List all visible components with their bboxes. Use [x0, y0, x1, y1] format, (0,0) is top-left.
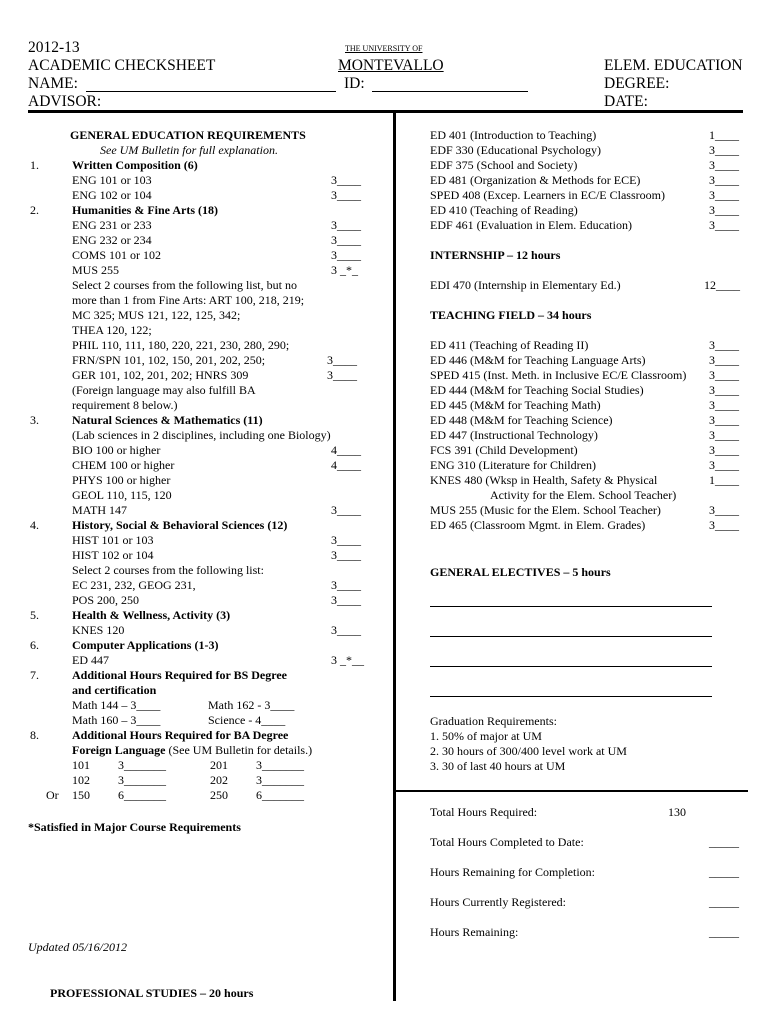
year: 2012-13 [28, 39, 80, 56]
course-line: (Lab sciences in 2 disciplines, including one Biology) [72, 428, 331, 442]
total-required-label: Total Hours Required: [430, 805, 538, 819]
teaching-course: ED 465 (Classroom Mgmt. in Elem. Grades) [430, 518, 646, 532]
professional-hours[interactable]: 1____ [709, 128, 739, 142]
teaching-course: ED 447 (Instructional Technology) [430, 428, 598, 442]
fl-course: 250 [210, 788, 228, 802]
totals-rule [396, 790, 748, 792]
elective-line-1[interactable] [430, 606, 712, 607]
teaching-hours[interactable]: 3____ [709, 353, 739, 367]
section-title: Written Composition (6) [72, 158, 198, 172]
name-label: NAME: [28, 75, 78, 92]
professional-course: SPED 408 (Excep. Learners in EC/E Classroom) [430, 188, 665, 202]
university-name: MONTEVALLO [338, 57, 444, 74]
professional-hours[interactable]: 3____ [709, 188, 739, 202]
remaining-label: Hours Remaining: [430, 925, 519, 939]
course-line: ENG 101 or 103 [72, 173, 152, 187]
graduation-title: Graduation Requirements: [430, 714, 557, 728]
course-line: BIO 100 or higher [72, 443, 161, 457]
remaining-completion-label: Hours Remaining for Completion: [430, 865, 595, 879]
graduation-item: 3. 30 of last 40 hours at UM [430, 759, 566, 773]
fl-hours[interactable]: 3_______ [118, 758, 166, 772]
advisor-label: ADVISOR: [28, 93, 102, 110]
elective-line-4[interactable] [430, 696, 712, 697]
professional-hours[interactable]: 3____ [709, 203, 739, 217]
checksheet-title: ACADEMIC CHECKSHEET [28, 57, 216, 74]
teaching-hours[interactable]: 3____ [709, 428, 739, 442]
professional-course: ED 481 (Organization & Methods for ECE) [430, 173, 641, 187]
fl-row [46, 788, 304, 803]
hours-blank[interactable]: 4____ [331, 443, 361, 457]
hours-blank[interactable]: 3 _*_ [331, 263, 358, 277]
course-line: PHIL 110, 111, 180, 220, 221, 230, 280, 290; [72, 338, 290, 352]
internship-course: EDI 470 (Internship in Elementary Ed.) [430, 278, 621, 292]
bulletin-note: (See UM Bulletin for details.) [165, 743, 313, 757]
science-line[interactable]: Science - 4____ [208, 713, 286, 727]
graduation-item: 1. 50% of major at UM [430, 729, 542, 743]
section-title: Additional Hours Required for BS Degree [72, 668, 288, 682]
remaining-field[interactable]: _____ [709, 925, 739, 939]
teaching-hours[interactable]: 3____ [709, 383, 739, 397]
elective-line-2[interactable] [430, 636, 712, 637]
updated-date: Updated 05/16/2012 [28, 940, 127, 954]
teaching-field-title: TEACHING FIELD – 34 hours [430, 308, 592, 322]
section-title: Computer Applications (1-3) [72, 638, 219, 652]
graduation-item: 2. 30 hours of 300/400 level work at UM [430, 744, 627, 758]
teaching-hours[interactable]: 3____ [709, 368, 739, 382]
course-line: HIST 101 or 103 [72, 533, 154, 547]
section-number: 2. [30, 203, 39, 217]
course-line: CHEM 100 or higher [72, 458, 175, 472]
hours-blank[interactable]: 3____ [327, 353, 357, 367]
completed-label: Total Hours Completed to Date: [430, 835, 584, 849]
name-field[interactable] [86, 91, 336, 92]
course-line: MC 325; MUS 121, 122, 125, 342; [72, 308, 241, 322]
degree-label: DEGREE: [604, 75, 670, 92]
course-line: ENG 231 or 233 [72, 218, 152, 232]
fl-hours[interactable]: 3_______ [256, 773, 304, 787]
teaching-course: FCS 391 (Child Development) [430, 443, 578, 457]
section-number: 4. [30, 518, 39, 532]
section-title-cont: and certification [72, 683, 157, 697]
course-line: FRN/SPN 101, 102, 150, 201, 202, 250; [72, 353, 266, 367]
fl-course: 150 [72, 788, 90, 802]
course-line: EC 231, 232, GEOG 231, [72, 578, 196, 592]
university-small: THE UNIVERSITY OF [345, 44, 423, 53]
course-line: more than 1 from Fine Arts: ART 100, 218, 219; [72, 293, 305, 307]
teaching-hours[interactable]: 3____ [709, 458, 739, 472]
hours-blank[interactable]: 3____ [331, 533, 361, 547]
section-title: Humanities & Fine Arts (18) [72, 203, 218, 217]
course-line: ENG 232 or 234 [72, 233, 152, 247]
course-line: PHYS 100 or higher [72, 473, 171, 487]
teaching-hours[interactable]: 3____ [709, 443, 739, 457]
teaching-hours[interactable]: 3____ [709, 338, 739, 352]
teaching-course: ED 445 (M&M for Teaching Math) [430, 398, 601, 412]
fl-row [46, 773, 304, 788]
teaching-hours[interactable]: 3____ [709, 503, 739, 517]
hours-blank[interactable]: 4____ [331, 458, 361, 472]
header-rule [28, 110, 743, 113]
hours-blank[interactable]: 3____ [331, 218, 361, 232]
professional-hours[interactable]: 3____ [709, 143, 739, 157]
hours-blank[interactable]: 3____ [331, 188, 361, 202]
section-number: 5. [30, 608, 39, 622]
fl-course: 201 [210, 758, 228, 772]
math-line[interactable]: Math 144 – 3____ [72, 698, 161, 712]
section-title: Health & Wellness, Activity (3) [72, 608, 231, 622]
professional-course: ED 410 (Teaching of Reading) [430, 203, 578, 217]
section-number: 6. [30, 638, 39, 652]
section-title: Natural Sciences & Mathematics (11) [72, 413, 263, 427]
section-title: Additional Hours Required for BA Degree [72, 728, 289, 742]
foreign-language-label: Foreign Language [72, 743, 166, 757]
id-label: ID: [344, 75, 365, 92]
teaching-hours[interactable]: 3____ [709, 518, 739, 532]
math-line[interactable]: Math 160 – 3____ [72, 713, 161, 727]
fl-hours[interactable]: 6_______ [118, 788, 166, 802]
teaching-hours[interactable]: 3____ [709, 398, 739, 412]
professional-course: EDF 461 (Evaluation in Elem. Education) [430, 218, 632, 232]
registered-field[interactable]: _____ [709, 895, 739, 909]
hours-blank[interactable]: 3____ [331, 248, 361, 262]
teaching-course: Activity for the Elem. School Teacher) [490, 488, 677, 502]
hours-blank[interactable]: 3____ [331, 503, 361, 517]
fl-hours[interactable]: 3_______ [256, 758, 304, 772]
section-number: 3. [30, 413, 39, 427]
professional-course: EDF 330 (Educational Psychology) [430, 143, 601, 157]
teaching-course: ENG 310 (Literature for Children) [430, 458, 596, 472]
teaching-course: ED 448 (M&M for Teaching Science) [430, 413, 613, 427]
hours-blank[interactable]: 3____ [331, 173, 361, 187]
section-title-cont [72, 743, 312, 758]
teaching-hours[interactable]: 1____ [709, 473, 739, 487]
course-line: COMS 101 or 102 [72, 248, 162, 262]
professional-studies-title: PROFESSIONAL STUDIES – 20 hours [50, 986, 254, 1000]
program-name: ELEM. EDUCATION [604, 57, 743, 74]
column-divider [393, 113, 396, 1001]
gened-subtitle: See UM Bulletin for full explanation. [100, 143, 278, 157]
fl-course: 101 [72, 758, 90, 772]
fl-hours[interactable]: 3_______ [118, 773, 166, 787]
course-line: THEA 120, 122; [72, 323, 152, 337]
teaching-course: ED 446 (M&M for Teaching Language Arts) [430, 353, 646, 367]
internship-title: INTERNSHIP – 12 hours [430, 248, 561, 262]
course-line: GER 101, 102, 201, 202; HNRS 309 [72, 368, 249, 382]
electives-title: GENERAL ELECTIVES – 5 hours [430, 565, 611, 579]
hours-blank[interactable]: 3____ [331, 233, 361, 247]
hours-blank[interactable]: 3 _*__ [331, 653, 364, 667]
section-number: 1. [30, 158, 39, 172]
gened-title: GENERAL EDUCATION REQUIREMENTS [70, 128, 306, 142]
teaching-course: MUS 255 (Music for the Elem. School Teacher) [430, 503, 661, 517]
hours-blank[interactable]: 3____ [331, 578, 361, 592]
course-line: MATH 147 [72, 503, 128, 517]
hours-blank[interactable]: 3____ [327, 368, 357, 382]
course-line: POS 200, 250 [72, 593, 140, 607]
fl-course: 202 [210, 773, 228, 787]
fl-prefix: Or [46, 788, 59, 802]
course-line: KNES 120 [72, 623, 125, 637]
remaining-completion-field[interactable]: _____ [709, 865, 739, 879]
fl-row [46, 758, 304, 773]
id-field[interactable] [372, 91, 528, 92]
total-required-value: 130 [668, 805, 686, 819]
course-line: ED 447 [72, 653, 109, 667]
hours-blank[interactable]: 3____ [331, 623, 361, 637]
internship-hours[interactable]: 12____ [704, 278, 740, 292]
course-line: HIST 102 or 104 [72, 548, 154, 562]
section-number: 8. [30, 728, 39, 742]
date-label: DATE: [604, 93, 648, 110]
hours-blank[interactable]: 3____ [331, 593, 361, 607]
completed-field[interactable]: _____ [709, 835, 739, 849]
section-title: History, Social & Behavioral Sciences (12) [72, 518, 288, 532]
course-line: ENG 102 or 104 [72, 188, 152, 202]
course-line: (Foreign language may also fulfill BA [72, 383, 256, 397]
hours-blank[interactable]: 3____ [331, 548, 361, 562]
satisfied-note: *Satisfied in Major Course Requirements [28, 820, 241, 834]
professional-hours[interactable]: 3____ [709, 173, 739, 187]
teaching-hours[interactable]: 3____ [709, 413, 739, 427]
professional-course: ED 401 (Introduction to Teaching) [430, 128, 597, 142]
section-number: 7. [30, 668, 39, 682]
teaching-course: SPED 415 (Inst. Meth. in Inclusive EC/E Classroom) [430, 368, 687, 382]
elective-line-3[interactable] [430, 666, 712, 667]
course-line: requirement 8 below.) [72, 398, 178, 412]
professional-course: EDF 375 (School and Society) [430, 158, 578, 172]
course-line: MUS 255 [72, 263, 120, 277]
fl-course: 102 [72, 773, 90, 787]
course-line: Select 2 courses from the following list: [72, 563, 264, 577]
teaching-course: ED 411 (Teaching of Reading II) [430, 338, 589, 352]
professional-hours[interactable]: 3____ [709, 218, 739, 232]
registered-label: Hours Currently Registered: [430, 895, 566, 909]
course-line: GEOL 110, 115, 120 [72, 488, 172, 502]
math-line[interactable]: Math 162 - 3____ [208, 698, 295, 712]
fl-hours[interactable]: 6_______ [256, 788, 304, 802]
teaching-course: ED 444 (M&M for Teaching Social Studies) [430, 383, 644, 397]
course-line: Select 2 courses from the following list, but no [72, 278, 297, 292]
teaching-course: KNES 480 (Wksp in Health, Safety & Physical [430, 473, 658, 487]
professional-hours[interactable]: 3____ [709, 158, 739, 172]
